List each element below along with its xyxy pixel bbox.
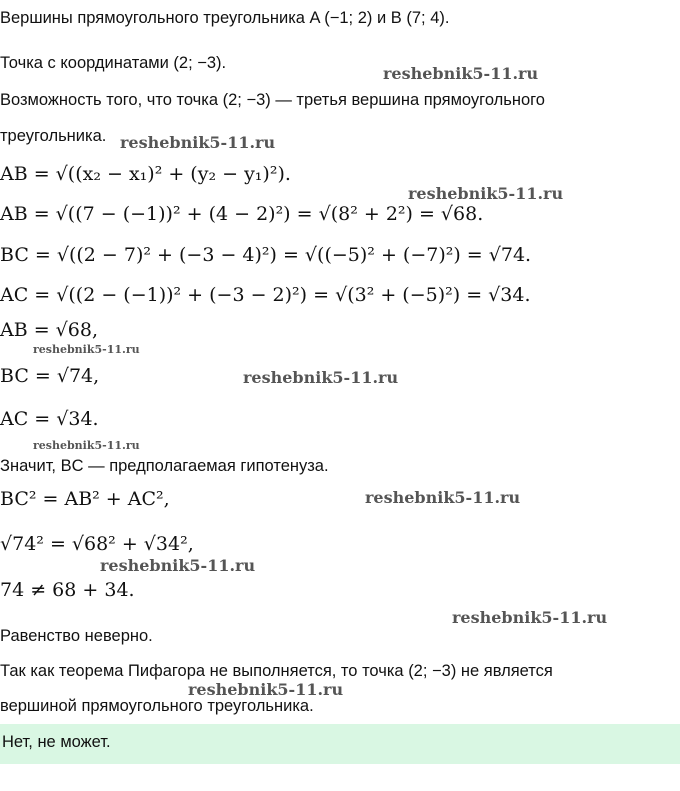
intro-line-3: Возможность того, что точка (2; −3) — третья вершина прямоугольного	[0, 91, 545, 109]
formula-bc-result: BC = √74,	[0, 365, 100, 387]
answer-text: Нет, не может.	[2, 733, 111, 751]
equation-substituted: √74² = √68² + √34²,	[0, 533, 194, 555]
formula-ab-result: AB = √68,	[0, 319, 99, 341]
answer-box	[0, 724, 680, 764]
intro-line-4: треугольника.	[0, 127, 107, 145]
formula-ac-calc: AC = √((2 − (−1))² + (−3 − 2)²) = √(3² + (−5)²) = √34.	[0, 284, 531, 306]
watermark: reshebnik5-11.ru	[188, 680, 344, 699]
watermark: reshebnik5-11.ru	[243, 368, 399, 387]
formula-ab-general: AB = √((x₂ − x₁)² + (y₂ − y₁)²).	[0, 163, 291, 185]
watermark: reshebnik5-11.ru	[33, 343, 140, 356]
equation-inequality: 74 ≠ 68 + 34.	[0, 579, 135, 601]
equation-pythagoras: BC² = AB² + AC²,	[0, 488, 170, 510]
formula-ac-result: AC = √34.	[0, 408, 99, 430]
watermark: reshebnik5-11.ru	[365, 488, 521, 507]
watermark: reshebnik5-11.ru	[120, 133, 276, 152]
conclusion-hypotenuse: Значит, BC — предполагаемая гипотенуза.	[0, 457, 329, 475]
intro-line-2: Точка с координатами (2; −3).	[0, 54, 227, 72]
formula-ab-calc: AB = √((7 − (−1))² + (4 − 2)²) = √(8² + 2²) = √68.	[0, 203, 484, 225]
formula-bc-calc: BC = √((2 − 7)² + (−3 − 4)²) = √((−5)² + (−7)²) = √74.	[0, 244, 532, 266]
watermark: reshebnik5-11.ru	[452, 608, 608, 627]
conclusion-false: Равенство неверно.	[0, 627, 153, 645]
intro-line-1: Вершины прямоугольного треугольника A (−1; 2) и B (7; 4).	[0, 9, 450, 27]
watermark: reshebnik5-11.ru	[408, 184, 564, 203]
watermark: reshebnik5-11.ru	[383, 64, 539, 83]
watermark: reshebnik5-11.ru	[33, 439, 140, 452]
watermark: reshebnik5-11.ru	[100, 556, 256, 575]
conclusion-reason: Так как теорема Пифагора не выполняется, то точка (2; −3) не является	[0, 662, 553, 680]
conclusion-reason-cont: вершиной прямоугольного треугольника.	[0, 697, 314, 715]
